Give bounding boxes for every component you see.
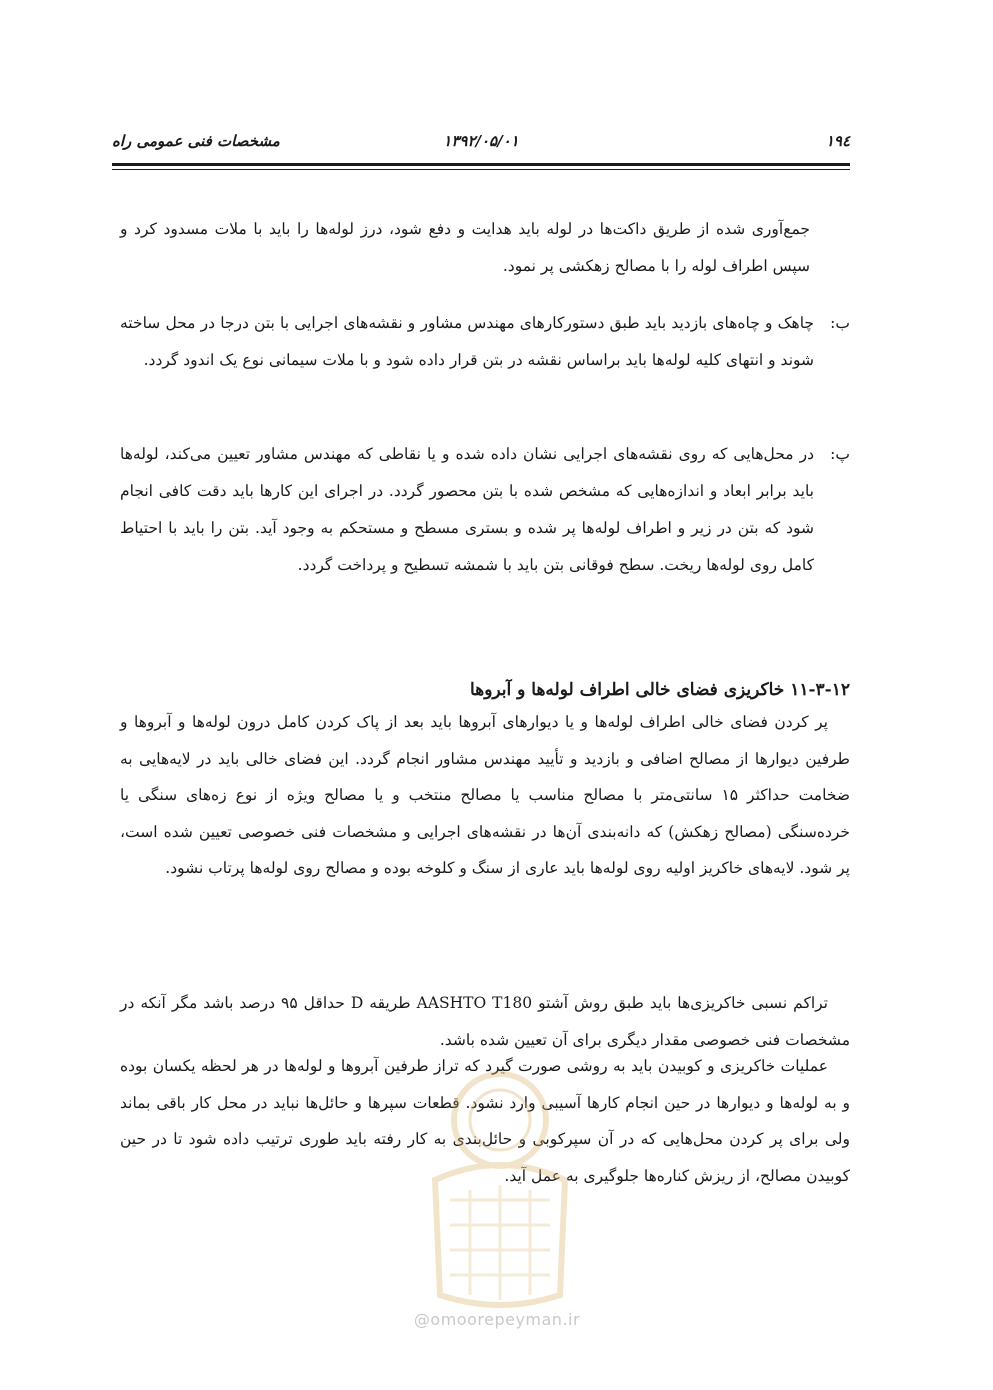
list-item-b [120, 305, 850, 417]
section-paragraph: تراکم نسبی خاکریزی‌ها باید طبق روش آشتو AASHTO T180 طریقه D حداقل ۹۵ درصد باشد مگر آنکه در مشخصات فنی خصوصی مقدار دیگری برای آن تعیین شده باشد. [120, 994, 850, 1049]
continuation-text: جمع‌آوری شده از طریق داکت‌ها در لوله باید هدایت و دفع شود، درز لوله‌ها را باید با ملات مسدود کرد و سپس اطراف لوله را با مصالح زهکشی پر نمود. [120, 220, 810, 275]
list-item-p [120, 436, 850, 636]
section-heading: ۱۱-۳-۱۲ خاکریزی فضای خالی اطراف لوله‌ها و آبروها [470, 680, 850, 700]
header-title: مشخصات فنی عمومی راه [112, 132, 280, 150]
header-date: ۱۳۹۲/۰۵/۰۱ [443, 132, 519, 150]
list-item-text: در محل‌هایی که روی نقشه‌های اجرایی نشان داده شده و یا نقاطی که مهندس مشاور تعیین می‌کند، لوله‌ها باید برابر ابعاد و اندازه‌هایی که مشخص شده با بتن محصور گردد. در اجرای این کارها باید دقت کافی انجام شود که بتن در زیر و اطراف لوله‌ها پر شده و بستری مسطح و مستحکم به وجود آید. بتن را باید با احتیاط کامل روی لوله‌ها ریخت. سطح فوقانی بتن باید با شمشه تسطیح و پرداخت گردد. [120, 445, 814, 574]
header-rule-thin [112, 169, 850, 170]
section-paragraph: عملیات خاکریزی و کوبیدن باید به روشی صورت گیرد که تراز طرفین آبروها و لوله‌ها در هر لحظه یکسان بوده و به لوله‌ها و دیوارها در حین انجام کارها آسیبی وارد نشود. قطعات سپرها و حائل‌ها نباید در محل کار باقی بماند ولی برای پر کردن محل‌هایی که در آن سپرکوبی و حائل‌بندی به کار رفته باید طوری ترتیب داده شود تا در حین کوبیدن مصالح، از ریزش کناره‌ها جلوگیری به عمل آید. [120, 1057, 850, 1185]
page-header [112, 128, 850, 154]
page-number: ۱۹٤ [825, 132, 850, 150]
list-item-text: چاهک و چاه‌های بازدید باید طبق دستورکارهای مهندس مشاور و نقشه‌های اجرایی با بتن درجا در محل ساخته شوند و انتهای کلیه لوله‌ها باید براساس نقشه در بتن قرار داده شود و با ملات سیمانی نوع یک اندود گردد. [120, 314, 814, 369]
header-rule-thick [112, 163, 850, 166]
watermark-text: @omoorepeyman.ir [413, 1310, 581, 1329]
list-marker: پ: [830, 445, 850, 463]
watermark-logo [410, 1060, 590, 1320]
section-paragraph: پر کردن فضای خالی اطراف لوله‌ها و یا دیوارهای آبروها باید بعد از پاک کردن کامل درون لوله‌ها و آبروها و طرفین دیوارها از مصالح اضافی و بازدید و تأیید مهندس مشاور انجام گردد. این فضای خالی باید در لایه‌هایی به ضخامت حداکثر ۱۵ سانتی‌متر با مصالح مناسب یا مصالح منتخب و یا مصالح ویژه از نوع زه‌های سنگی یا خرده‌سنگی (مصالح زهکش) که دانه‌بندی آن‌ها در نقشه‌های اجرایی و مشخصات فنی خصوصی تعیین شده است، پر شود. لایه‌های خاکریز اولیه روی لوله‌ها باید عاری از سنگ و کلوخه بوده و مصالح روی لوله‌ها پرتاب نشود. [120, 713, 850, 877]
continuation-paragraph [120, 211, 810, 285]
list-marker: ب: [830, 314, 850, 332]
